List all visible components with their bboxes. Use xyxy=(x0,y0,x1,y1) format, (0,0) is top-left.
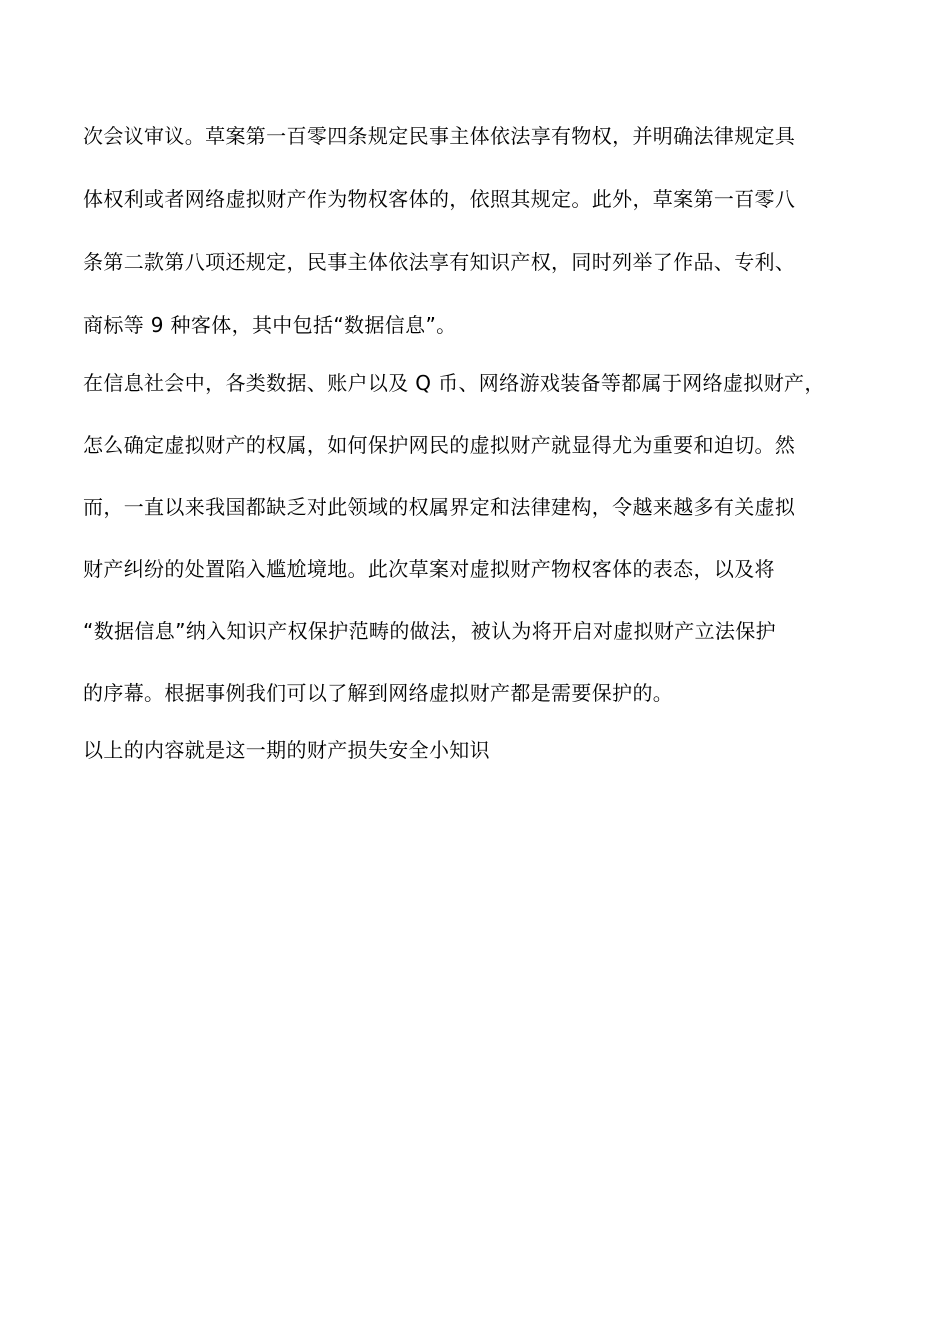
text-line: 次会议审议。草案第一百零四条规定民事主体依法享有物权，并明确法律规定具 xyxy=(83,124,796,148)
text-line: 以上的内容就是这一期的财产损失安全小知识 xyxy=(83,738,490,762)
text-line: 而，一直以来我国都缺乏对此领域的权属界定和法律建构，令越来越多有关虚拟 xyxy=(83,495,796,519)
text-line: “数据信息”纳入知识产权保护范畴的做法，被认为将开启对虚拟财产立法保护 xyxy=(83,619,776,643)
text-line: 的序幕。根据事例我们可以了解到网络虚拟财产都是需要保护的。 xyxy=(83,681,674,705)
text-line: 在信息社会中，各类数据、账户以及 Q 币、网络游戏装备等都属于网络虚拟财产， xyxy=(83,371,825,395)
text-line: 怎么确定虚拟财产的权属，如何保护网民的虚拟财产就显得尤为重要和迫切。然 xyxy=(83,433,796,457)
text-line: 商标等 9 种客体，其中包括“数据信息”。 xyxy=(83,313,457,337)
text-line: 体权利或者网络虚拟财产作为物权客体的，依照其规定。此外，草案第一百零八 xyxy=(83,187,796,211)
text-line: 财产纠纷的处置陷入尴尬境地。此次草案对虚拟财产物权客体的表态，以及将 xyxy=(83,557,775,581)
text-line: 条第二款第八项还规定，民事主体依法享有知识产权，同时列举了作品、专利、 xyxy=(83,250,796,274)
